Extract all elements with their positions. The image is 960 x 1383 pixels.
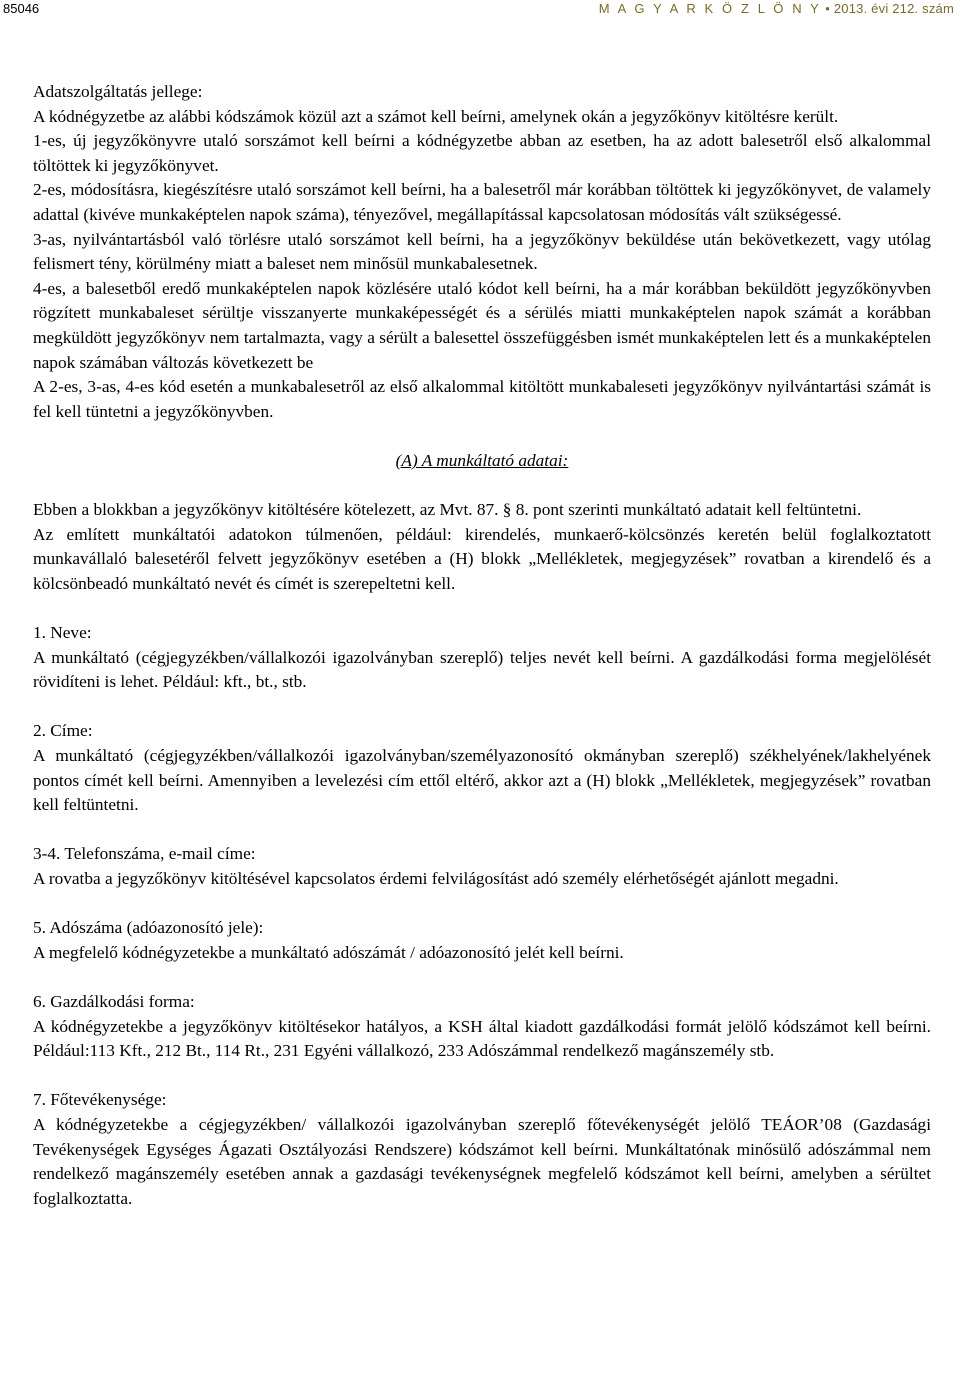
section-heading-data-type: Adatszolgáltatás jellege: — [33, 82, 203, 101]
paragraph-code-note: A 2-es, 3-as, 4-es kód esetén a munkabalesetről az első alkalommal kitöltött munkabaleseti jegyzőkönyv nyilvántartási számát is fel kell tüntetni a jegyzőkönyvben. — [33, 377, 931, 421]
header-separator: • — [825, 1, 831, 16]
item-5-text: A megfelelő kódnégyzetekbe a munkáltató adószámát / adóazonosító jelét kell beírni. — [33, 942, 624, 962]
paragraph-block-a-intro: Ebben a blokkban a jegyzőkönyv kitöltésére kötelezett, az Mvt. 87. § 8. pont szerinti munkáltató adatait kell feltüntetni. — [33, 500, 862, 520]
item-1-title: 1. Neve: — [33, 623, 92, 643]
paragraph-block-a-extra: Az említett munkáltatói adatokon túlmenően, például: kirendelés, munkaerő-kölcsönzés keretén belül foglalkoztatott munkavállaló balesetéről felvett jegyzőkönyv esetében a (H) blokk „Mellékletek, megjegyzések” rovatban a kirendelő és a kölcsönbeadó munkáltató nevét és címét is szerepeltetni kell. — [33, 524, 931, 593]
item-7-text: A kódnégyzetekbe a cégjegyzékben/ vállalkozói igazolványban szereplő főtevékenységét jelölő TEÁOR’08 (Gazdasági Tevékenységek Egységes Ágazati Osztályozási Rendszere) kódszámot kell beírni. Munkáltatónak minősülő adószámmal nem rendelkező magánszemély esetében annak a gazdasági tevékenységnek megfelelő kódszámot kell beírni, amelyben a sérültet foglalkoztatta. — [33, 1114, 931, 1208]
page-number: 85046 — [3, 1, 40, 16]
block-a-title: (A) A munkáltató adatai: — [395, 450, 569, 470]
item-7-title: 7. Főtevékenysége: — [33, 1090, 167, 1110]
paragraph-code-4: 4-es, a balesetből eredő munkaképtelen napok közlésére utaló kódot kell beírni, ha a már korábban beküldött jegyzőkönyvben rögzített munkabaleset sérültje visszanyerte munkaképességét és a sérülés miatti munkaképtelen napok számát a korábban megküldött jegyzőkönyv nem tartalmazta, vagy a sérült a balesettel összefüggésben ismét munkaképtelen lett és a munkaképtelen napok számában változás következett be — [33, 278, 931, 372]
paragraph-code-1: 1-es, új jegyzőkönyvre utaló sorszámot kell beírni a kódnégyzetbe abban az esetben, ha az adott balesetről első alkalommal töltöttek ki jegyzőkönyvet. — [33, 131, 931, 175]
item-2-title: 2. Címe: — [33, 721, 93, 741]
issue-number: 2013. évi 212. szám — [833, 1, 954, 16]
document-body — [33, 80, 931, 1211]
item-6-title: 6. Gazdálkodási forma: — [33, 991, 195, 1011]
paragraph-code-intro: A kódnégyzetbe az alábbi kódszámok közül azt a számot kell beírni, amelynek okán a jegyzőkönyv kitöltésre került. — [33, 106, 839, 126]
item-2-text: A munkáltató (cégjegyzékben/vállalkozói igazolványban/személyazonosító okmányban szereplő) székhelyének/lakhelyének pontos címét kell beírni. Amennyiben a levelezési cím ettől eltérő, akkor azt a (H) blokk „Mellékletek, megjegyzések” rovatban kell feltüntetni. — [33, 746, 931, 815]
item-3-4-title: 3-4. Telefonszáma, e-mail címe: — [33, 844, 256, 864]
page-header — [0, 0, 960, 22]
paragraph-code-2: 2-es, módosításra, kiegészítésre utaló sorszámot kell beírni, ha a balesetről már korábban töltöttek ki jegyzőkönyvet, de valamely adattal (kivéve munkaképtelen napok száma), tényezővel, megállapítással kapcsolatosan módosítás vált szükségessé. — [33, 180, 931, 224]
paragraph-code-3: 3-as, nyilvántartásból való törlésre utaló sorszámot kell beírni, ha a jegyzőkönyv beküldése után bekövetkezett, vagy utólag felismert tény, körülmény miatt a baleset nem minősül munkabalesetnek. — [33, 229, 931, 274]
item-6-text: A kódnégyzetekbe a jegyzőkönyv kitöltésekor hatályos, a KSH által kiadott gazdálkodási formát jelölő kódszámot kell beírni. Például:113 Kft., 212 Bt., 114 Rt., 231 Egyéni vállalkozó, 233 Adószámmal rendelkező magánszemély stb. — [33, 1016, 931, 1061]
publication-name: M A G Y A R K Ö Z L Ö N Y — [598, 1, 822, 16]
item-5-title: 5. Adószáma (adóazonosító jele): — [33, 918, 264, 938]
item-3-4-text: A rovatba a jegyzőkönyv kitöltésével kapcsolatos érdemi felvilágosítást adó személy elérhetőségét ajánlott megadni. — [33, 869, 839, 888]
gazette-title — [599, 1, 954, 17]
item-1-text: A munkáltató (cégjegyzékben/vállalkozói igazolványban szereplő) teljes nevét kell beírni. A gazdálkodási forma megjelölését rövidíteni is lehet. Például: kft., bt., stb. — [33, 647, 931, 692]
